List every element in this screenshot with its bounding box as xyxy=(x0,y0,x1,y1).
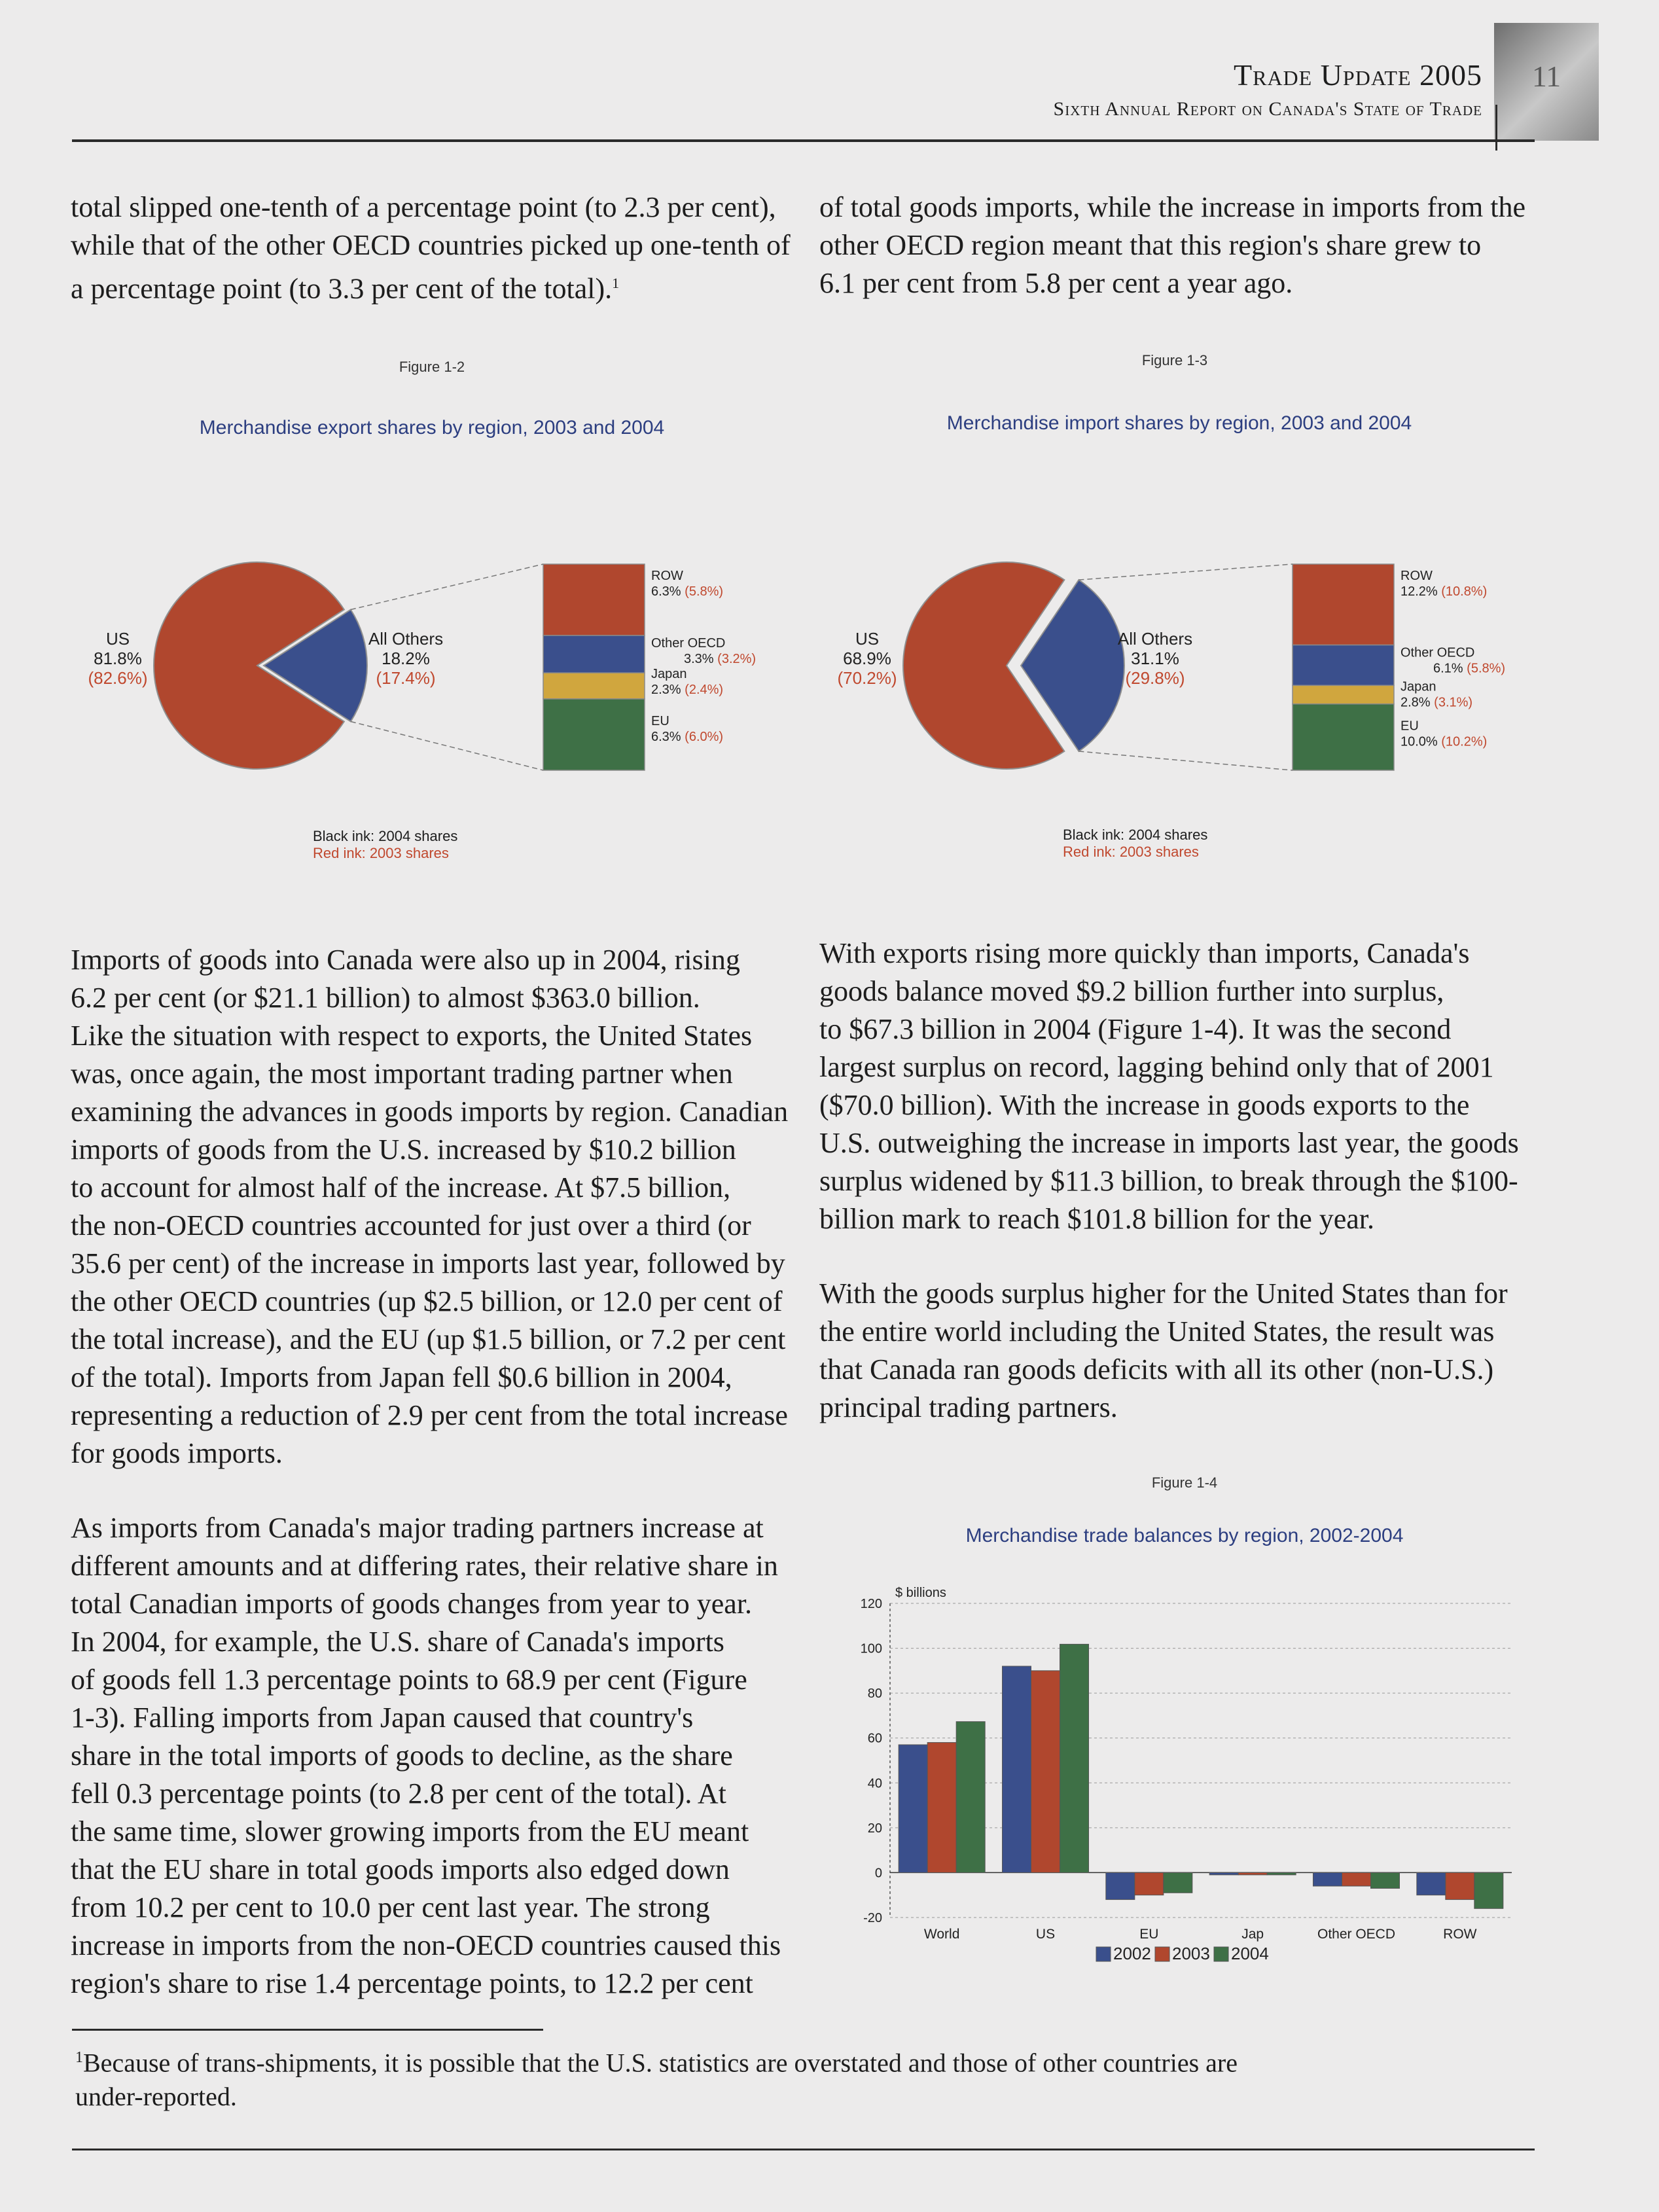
note-black-ink: Black ink: 2004 shares xyxy=(1063,827,1208,843)
note-red-ink: Red ink: 2003 shares xyxy=(313,845,449,861)
footnote-reference: 1 xyxy=(612,275,620,291)
footnote-text: Because of trans-shipments, it is possible that the U.S. statistics are overstated and those of other countries are under-reported. xyxy=(75,2048,1238,2112)
y-tick-label: 100 xyxy=(860,1641,882,1656)
x-tick-label: US xyxy=(1035,1927,1056,1942)
breakdown-value-2003: (2.4%) xyxy=(685,683,724,698)
breakdown-segment-other-oecd xyxy=(543,635,645,673)
footnote-rule xyxy=(72,2029,543,2031)
breakdown-value-2003: (3.1%) xyxy=(1434,695,1473,710)
label-all-others-2003: (29.8%) xyxy=(1125,668,1185,688)
bar-jap-2004 xyxy=(1267,1872,1296,1874)
figure-1-2-label: Figure 1-2 xyxy=(399,359,465,375)
breakdown-label-eu: EU xyxy=(1400,719,1419,734)
figure-1-4-chart xyxy=(844,1577,1531,1983)
breakdown-segment-eu xyxy=(1293,704,1394,770)
bar-us-2002 xyxy=(1003,1666,1031,1872)
label-all-others-name: All Others xyxy=(1117,629,1193,649)
y-tick-label: 120 xyxy=(860,1597,882,1611)
connector-line-top xyxy=(1079,564,1293,580)
x-tick-label: Other OECD xyxy=(1317,1927,1396,1942)
label-us-name: US xyxy=(855,629,880,649)
breakdown-value-eu xyxy=(1400,735,1487,749)
breakdown-segment-row xyxy=(543,564,645,635)
bottom-rule xyxy=(72,2149,1535,2150)
bar-us-2003 xyxy=(1031,1671,1060,1873)
breakdown-value-2004: 12.2% xyxy=(1400,584,1442,599)
breakdown-label-other-oecd: Other OECD xyxy=(1400,645,1475,660)
figure-1-2-chart xyxy=(72,537,818,785)
x-tick-label: ROW xyxy=(1443,1927,1477,1942)
breakdown-value-2003: (3.2%) xyxy=(717,652,757,667)
figure-1-2-notes xyxy=(313,828,575,862)
breakdown-value-2004: 2.3% xyxy=(651,683,685,698)
bar-world-2002 xyxy=(899,1745,927,1872)
label-us-2004: 68.9% xyxy=(843,649,891,668)
note-black-ink: Black ink: 2004 shares xyxy=(313,828,458,844)
breakdown-value-2003: (5.8%) xyxy=(1467,661,1506,676)
breakdown-segment-row xyxy=(1293,564,1394,645)
breakdown-value-2004: 10.0% xyxy=(1400,734,1442,749)
page-number: 11 xyxy=(1531,60,1561,93)
figure-1-4-label: Figure 1-4 xyxy=(1151,1474,1218,1491)
y-axis-label: $ billions xyxy=(895,1586,946,1600)
legend-label-2003: 2003 xyxy=(1172,1944,1210,1963)
label-all-others-2004: 31.1% xyxy=(1131,649,1179,668)
col1-top-paragraph xyxy=(71,188,797,308)
legend-label-2004: 2004 xyxy=(1231,1944,1269,1963)
breakdown-label-row: ROW xyxy=(1400,569,1433,583)
y-tick-label: 40 xyxy=(867,1776,882,1791)
breakdown-value-row xyxy=(651,584,723,599)
figure-1-3-title: Merchandise import shares by region, 2003 and 2004 xyxy=(946,412,1412,434)
note-red-ink: Red ink: 2003 shares xyxy=(1063,844,1199,860)
breakdown-value-row xyxy=(1400,584,1487,599)
legend-swatch-2002 xyxy=(1096,1947,1111,1961)
label-us-2004: 81.8% xyxy=(94,649,142,668)
y-tick-label: 80 xyxy=(867,1686,882,1702)
bar-eu-2004 xyxy=(1164,1872,1192,1893)
col2-top-paragraph: of total goods imports, while the increase in imports from the other OECD region meant that this region's share grew to 6.1 per cent from 5.8 per cent a year ago. xyxy=(819,191,1526,299)
legend-label-2002: 2002 xyxy=(1113,1944,1151,1963)
bar-eu-2002 xyxy=(1106,1872,1135,1899)
bar-other-oecd-2003 xyxy=(1342,1872,1371,1886)
figure-1-3-chart xyxy=(821,537,1567,785)
figure-1-3-notes xyxy=(1063,827,1325,861)
bar-row-2002 xyxy=(1417,1872,1446,1895)
label-all-others-2004: 18.2% xyxy=(382,649,430,668)
breakdown-label-row: ROW xyxy=(651,569,683,583)
breakdown-value-2003: (5.8%) xyxy=(685,584,724,599)
breakdown-value-eu xyxy=(651,730,723,744)
breakdown-value-other-oecd xyxy=(1433,662,1505,676)
label-all-others-name: All Others xyxy=(368,629,444,649)
x-tick-label: Jap xyxy=(1241,1927,1264,1942)
breakdown-segment-eu xyxy=(543,699,645,770)
breakdown-value-japan xyxy=(1400,695,1472,709)
breakdown-label-eu: EU xyxy=(651,713,669,728)
x-tick-label: EU xyxy=(1139,1927,1159,1942)
connector-line-bottom xyxy=(1079,751,1293,770)
col1-top-text: total slipped one-tenth of a percentage point (to 2.3 per cent), while that of the other OECD countries picked up one-tenth of a percentage point (to 3.3 per cent of the total). xyxy=(71,191,791,305)
label-us-2003: (70.2%) xyxy=(837,668,897,688)
bar-row-2004 xyxy=(1474,1872,1503,1908)
breakdown-segment-japan xyxy=(543,673,645,699)
breakdown-value-2004: 6.3% xyxy=(651,729,685,744)
bar-us-2004 xyxy=(1060,1644,1089,1872)
breakdown-label-other-oecd: Other OECD xyxy=(651,636,726,651)
breakdown-value-2004: 6.3% xyxy=(651,584,685,599)
x-tick-label: World xyxy=(923,1927,960,1942)
breakdown-label-japan: Japan xyxy=(1400,679,1436,694)
connector-line-top xyxy=(351,564,543,610)
legend-swatch-2003 xyxy=(1155,1947,1169,1961)
header-tick xyxy=(1495,105,1497,151)
running-title: Trade Update 2005 xyxy=(1234,58,1482,92)
breakdown-value-other-oecd xyxy=(684,652,756,666)
bar-row-2003 xyxy=(1446,1872,1474,1899)
breakdown-segment-japan xyxy=(1293,685,1394,704)
breakdown-value-2004: 3.3% xyxy=(684,652,718,667)
connector-line-bottom xyxy=(351,721,543,770)
bar-jap-2003 xyxy=(1238,1872,1267,1874)
breakdown-value-2003: (6.0%) xyxy=(685,729,724,744)
y-tick-label: 0 xyxy=(874,1866,882,1881)
col2-paragraph-1: With exports rising more quickly than imports, Canada's goods balance moved $9.2 billion further into surplus, to $67.3 billion in 2004 (Figure 1-4). It was the second largest surplus on record, lagging behind only that of 2001 ($70.0 billion). With the increase in goods exports to the U.S. outweighing the increase in imports last year, the goods surplus widened by $11.3 billion, to break through the $100- billion mark to reach $101.8 billion for the year. xyxy=(819,937,1519,1235)
col2-paragraph-2: With the goods surplus higher for the United States than for the entire world including the United States, the result was that Canada ran goods deficits with all its other (non-U.S.) principal trading partners. xyxy=(819,1277,1508,1423)
figure-1-4-title: Merchandise trade balances by region, 2002-2004 xyxy=(965,1525,1404,1546)
y-tick-label: 20 xyxy=(867,1821,882,1836)
breakdown-label-japan: Japan xyxy=(651,667,687,682)
bar-eu-2003 xyxy=(1135,1872,1164,1895)
breakdown-value-2004: 2.8% xyxy=(1400,695,1435,710)
breakdown-value-2004: 6.1% xyxy=(1433,661,1467,676)
footnote xyxy=(75,2041,1502,2114)
header-rule xyxy=(72,139,1535,142)
col1-paragraph-2: As imports from Canada's major trading partners increase at different amounts and at differing rates, their relative share in total Canadian imports of goods changes from year to year. In 2004, for example, the U.S. share of Canada's imports of goods fell 1.3 percentage points to 68.9 per cent (Figure 1-3). Falling imports from Japan caused that country's share in the total imports of goods to decline, as the share fell 0.3 percentage points (to 2.8 per cent of the total). At the same time, slower growing imports from the EU meant that the EU share in total goods imports also edged down from 10.2 per cent to 10.0 per cent last year. The strong increase in imports from the non-OECD countries caused this region's share to rise 1.4 percentage points, to 12.2 per cent xyxy=(71,1512,781,1999)
label-all-others-2003: (17.4%) xyxy=(376,668,436,688)
label-us-name: US xyxy=(105,629,130,649)
bar-world-2004 xyxy=(956,1722,985,1873)
bar-other-oecd-2004 xyxy=(1371,1872,1400,1888)
breakdown-value-2003: (10.8%) xyxy=(1441,584,1488,599)
figure-1-3-label: Figure 1-3 xyxy=(1141,352,1208,368)
y-tick-label: 60 xyxy=(867,1731,882,1746)
y-tick-label: -20 xyxy=(863,1911,882,1925)
running-subtitle: Sixth Annual Report on Canada's State of Trade xyxy=(1053,98,1482,120)
figure-1-2-title: Merchandise export shares by region, 2003 and 2004 xyxy=(199,417,665,438)
label-us-2003: (82.6%) xyxy=(88,668,148,688)
breakdown-value-japan xyxy=(651,683,723,697)
footnote-mark: 1 xyxy=(75,2049,83,2066)
bar-jap-2002 xyxy=(1209,1872,1238,1874)
breakdown-segment-other-oecd xyxy=(1293,645,1394,686)
breakdown-value-2003: (10.2%) xyxy=(1441,734,1488,749)
col1-paragraph-1: Imports of goods into Canada were also up in 2004, rising 6.2 per cent (or $21.1 billion) to almost $363.0 billion. Like the situation with respect to exports, the United States was, once again, the most important trading partner when examining the advances in goods imports by region. Canadian imports of goods from the U.S. increased by $10.2 billion to account for almost half of the increase. At $7.5 billion, the non-OECD countries accounted for just over a third (or 35.6 per cent) of the increase in imports last year, followed by the other OECD countries (up $2.5 billion, or 12.0 per cent of the total increase), and the EU (up $1.5 billion, or 7.2 per cent of the total). Imports from Japan fell $0.6 billion in 2004, representing a reduction of 2.9 per cent from the total increase for goods imports. xyxy=(71,944,789,1469)
bar-other-oecd-2002 xyxy=(1313,1872,1342,1886)
bar-world-2003 xyxy=(927,1743,956,1873)
legend-swatch-2004 xyxy=(1214,1947,1228,1961)
